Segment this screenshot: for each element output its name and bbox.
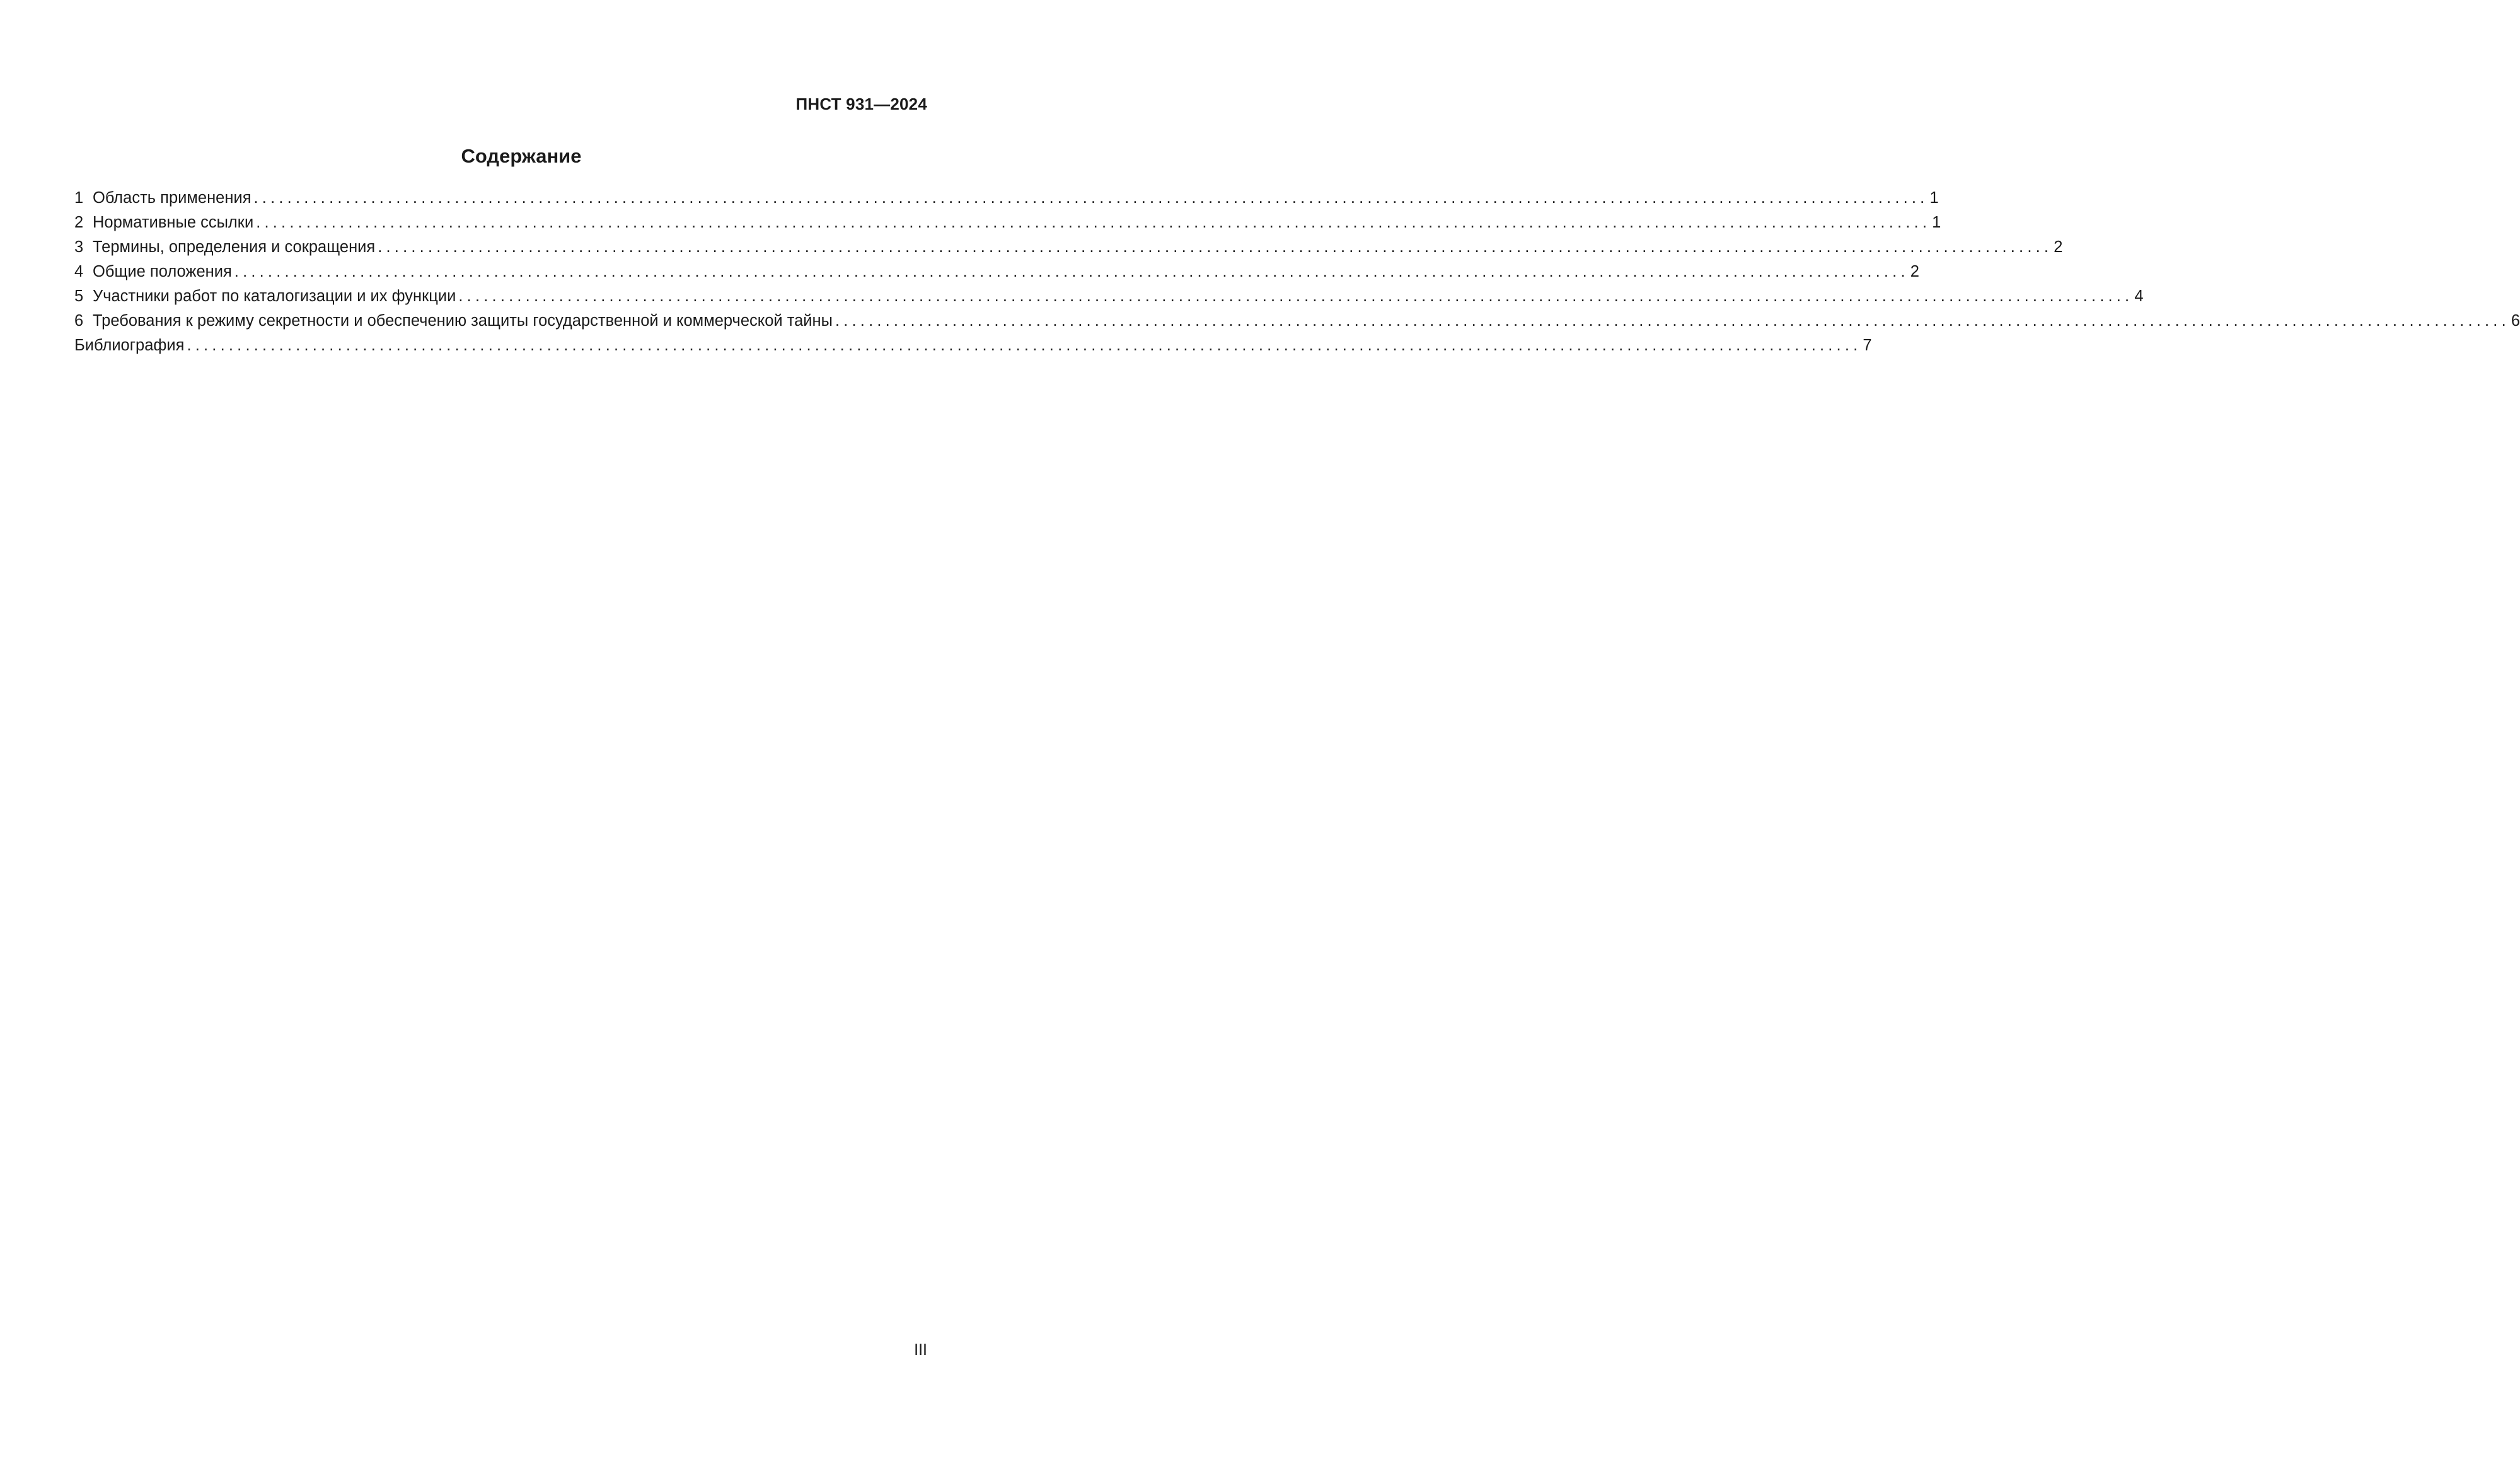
toc-dot-leader: ........................................................................................................................................................................................................ (256, 214, 1931, 231)
toc-item-scope[interactable] (74, 186, 1939, 210)
toc-item-title: Общие положения (93, 263, 232, 280)
toc-item-secrecy-requirements[interactable] (74, 309, 2520, 333)
toc-item-title: Термины, определения и сокращения (93, 238, 376, 256)
toc-item-page: 4 (2134, 287, 2144, 305)
toc-item-bibliography[interactable] (74, 333, 1872, 358)
toc-item-page: 2 (2054, 238, 2063, 256)
toc-item-participants[interactable] (74, 284, 2144, 309)
toc-dot-leader: ........................................................................................................................................................................................................ (253, 189, 1929, 207)
toc-item-number: 3 (74, 238, 84, 256)
toc-item-normative-references[interactable] (74, 210, 1941, 235)
toc-title: Содержание (461, 145, 582, 167)
table-of-contents (74, 186, 2520, 358)
toc-dot-leader: ........................................................................................................................................................................................................ (458, 287, 2134, 305)
toc-dot-leader: ........................................................................................................................................................................................................ (234, 263, 1909, 280)
document-code: ПНСТ 931—2024 (795, 95, 927, 113)
toc-dot-leader: ........................................................................................................................................................................................................ (835, 312, 2510, 330)
toc-item-page: 6 (2511, 312, 2520, 330)
toc-item-general-provisions[interactable] (74, 260, 1919, 284)
toc-item-title: Библиография (74, 337, 185, 354)
toc-item-page: 1 (1932, 214, 1941, 231)
toc-item-title: Участники работ по каталогизации и их функции (93, 287, 456, 305)
toc-item-page: 1 (1929, 189, 1939, 207)
toc-dot-leader: ........................................................................................................................................................................................................ (378, 238, 2053, 256)
toc-item-page: 7 (1863, 337, 1872, 354)
toc-item-number: 2 (74, 214, 84, 231)
toc-dot-leader: ........................................................................................................................................................................................................ (187, 337, 1862, 354)
toc-item-number: 5 (74, 287, 84, 305)
toc-item-page: 2 (1910, 263, 1919, 280)
toc-item-number: 1 (74, 189, 84, 207)
toc-item-number: 4 (74, 263, 84, 280)
page-number: III (914, 1341, 927, 1359)
toc-item-number: 6 (74, 312, 84, 330)
toc-item-title: Область применения (93, 189, 251, 207)
toc-item-title: Требования к режиму секретности и обеспечению защиты государственной и коммерческой тайны (93, 312, 833, 330)
toc-item-title: Нормативные ссылки (93, 214, 254, 231)
toc-item-terms[interactable] (74, 235, 2063, 260)
